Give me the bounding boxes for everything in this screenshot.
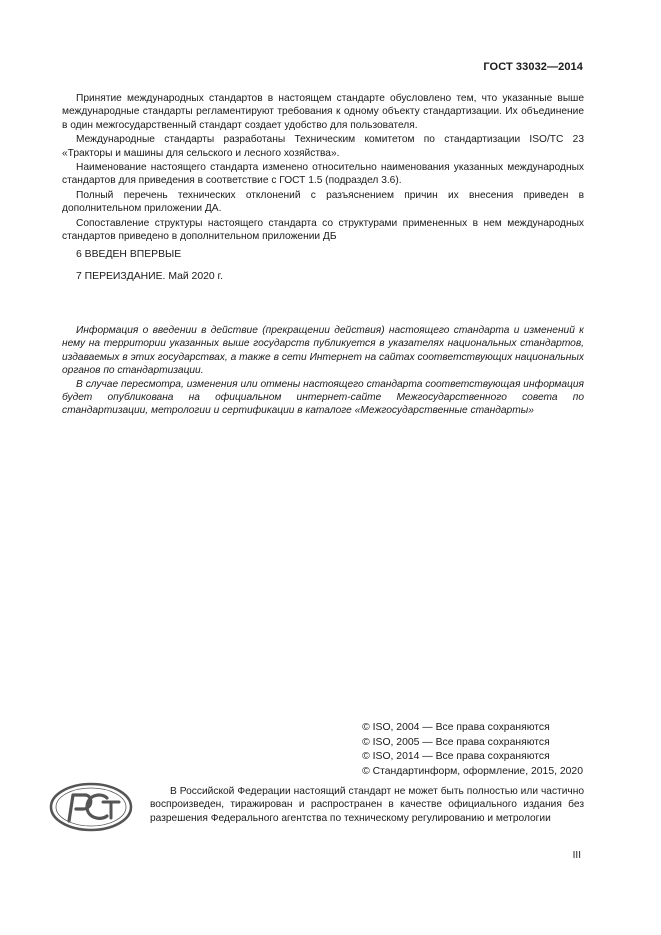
paragraph-committee: Международные стандарты разработаны Техническим комитетом по стандартизации ISO/TC 23 «Тракторы и машины для сельского и лесного хозяйства». — [62, 134, 584, 159]
main-text-block — [62, 92, 584, 244]
copyright-line: © ISO, 2014 — Все права сохраняются — [362, 751, 550, 762]
page-number: III — [572, 850, 581, 861]
item-introduced-first: 6 ВВЕДЕН ВПЕРВЫЕ — [76, 249, 182, 260]
paragraph-deviations: Полный перечень технических отклонений с разъяснением причин их внесения приведен в дополнительном приложении ДА. — [62, 189, 584, 215]
paragraph-name-change: Наименование настоящего стандарта изменено относительно наименования указанных международных стандартов для приведения в соответствие с ГОСТ 1.5 (подраздел 3.6). — [62, 162, 584, 187]
info-paragraph-introduction: Информация о введении в действие (прекращении действия) настоящего стандарта и изменений к нему на территории указанных выше государств публикуется в указателях национальных стандартов, издаваемых в этих государствах, а также в сети Интернет на сайтах соответствующих национальных органов по стандартизации. — [62, 325, 584, 377]
rst-logo-icon — [47, 781, 135, 833]
standard-code: ГОСТ 33032—2014 — [483, 61, 583, 73]
info-paragraph-revision: В случае пересмотра, изменения или отмены настоящего стандарта соответствующая информация будет опубликована на официальном интернет-сайте Межгосударственного совета по стандартизации, метрологии и сертификации в каталоге «Межгосударственные стандарты» — [62, 378, 584, 417]
paragraph-structure: Сопоставление структуры настоящего стандарта со структурами примененных в нем международных стандартов приведено в дополнительном приложении ДБ — [62, 217, 584, 243]
info-block — [62, 324, 584, 418]
rights-notice — [150, 785, 584, 825]
item-reissue: 7 ПЕРЕИЗДАНИЕ. Май 2020 г. — [76, 271, 223, 282]
copyright-line: © Стандартинформ, оформление, 2015, 2020 — [362, 765, 583, 777]
paragraph-adoption: Принятие международных стандартов в настоящем стандарте обусловлено тем, что указанные выше международные стандарты регламентируют требования к одному объекту стандартизации. Их объединение в один межгосударственный стандарт создает удобство для пользователя. — [62, 93, 584, 131]
copyright-line: © ISO, 2005 — Все права сохраняются — [362, 736, 550, 748]
copyright-block — [362, 721, 583, 779]
copyright-line: © ISO, 2004 — Все права сохраняются — [362, 722, 550, 733]
rights-notice-text: В Российской Федерации настоящий стандарт не может быть полностью или частично воспроизведен, тиражирован и распространен в качестве официального издания без разрешения Федерального агентства по техническому регулированию и метрологии — [150, 786, 584, 824]
